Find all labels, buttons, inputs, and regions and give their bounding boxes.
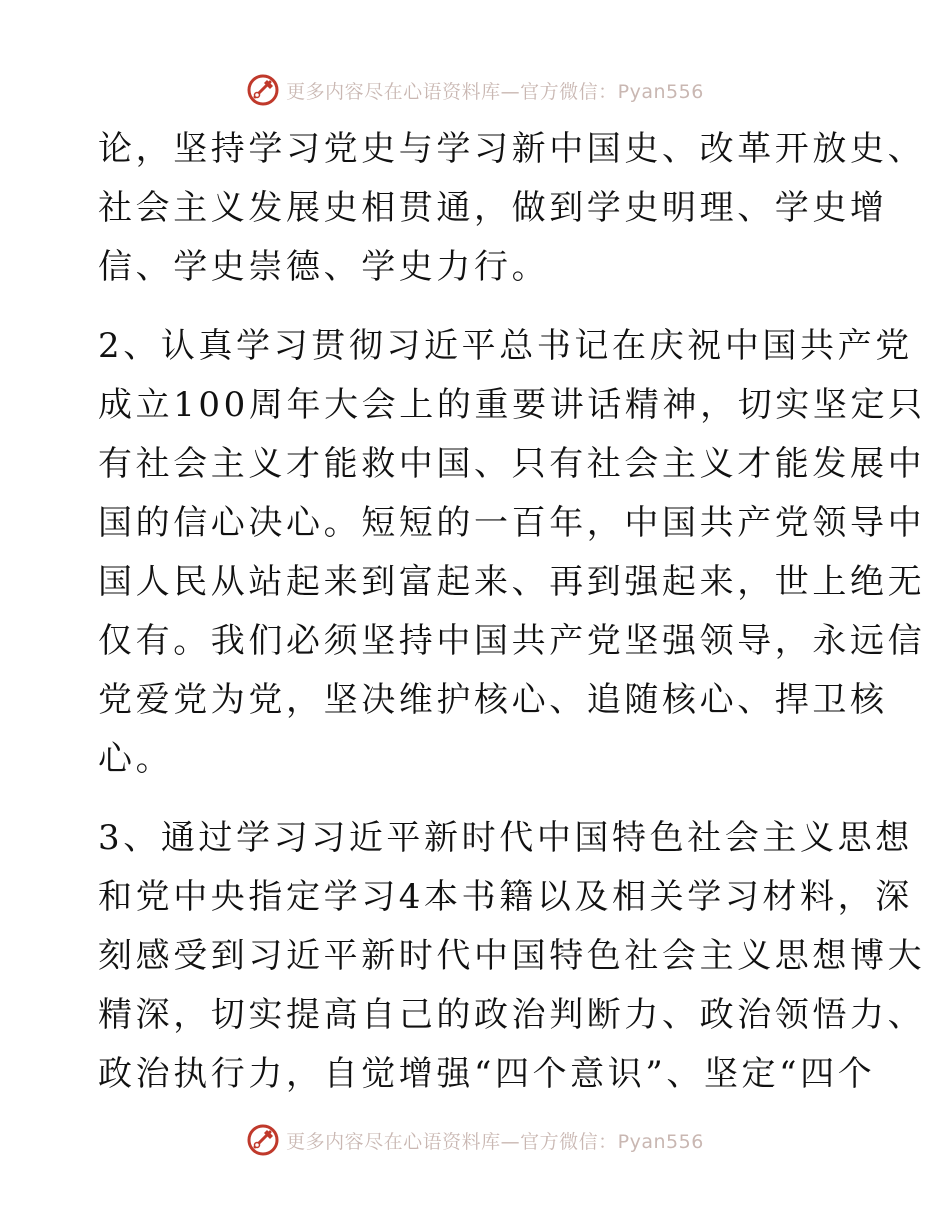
text-line: 有社会主义才能救中国、只有社会主义才能发展中	[98, 444, 926, 484]
paragraph-1	[98, 120, 926, 297]
header-watermark-text: 更多内容尽在心语资料库—官方微信：Pyan556	[286, 80, 704, 103]
text-line: 国人民从站起来到富起来、再到强起来，世上绝无	[98, 562, 926, 602]
text-line: 3、通过学习习近平新时代中国特色社会主义思想	[98, 818, 913, 858]
text-line: 社会主义发展史相贯通，做到学史明理、学史增	[98, 188, 888, 228]
text-line: 仅有。我们必须坚持中国共产党坚强领导，永远信	[98, 621, 926, 661]
text-line: 成立100周年大会上的重要讲话精神，切实坚定只	[98, 385, 926, 425]
paragraph-3	[98, 809, 926, 1104]
document-body	[98, 120, 926, 1104]
text-line: 和党中央指定学习4本书籍以及相关学习材料，深	[98, 877, 913, 917]
text-line: 政治执行力，自觉增强“四个意识”、坚定“四个	[98, 1054, 876, 1094]
text-line: 论，坚持学习党史与学习新中国史、改革开放史、	[98, 129, 926, 169]
footer-watermark-banner	[0, 1120, 950, 1160]
text-line: 心。	[98, 739, 174, 779]
footer-watermark-text: 更多内容尽在心语资料库—官方微信：Pyan556	[286, 1130, 704, 1153]
text-line: 精深，切实提高自己的政治判断力、政治领悟力、	[98, 995, 926, 1035]
header-watermark-banner	[0, 70, 950, 110]
text-line: 信、学史崇德、学史力行。	[98, 247, 550, 287]
logo-icon	[246, 73, 280, 107]
text-line: 国的信心决心。短短的一百年，中国共产党领导中	[98, 503, 926, 543]
logo-icon	[246, 1123, 280, 1157]
text-line: 党爱党为党，坚决维护核心、追随核心、捍卫核	[98, 680, 888, 720]
paragraph-2	[98, 317, 926, 789]
text-line: 刻感受到习近平新时代中国特色社会主义思想博大	[98, 936, 926, 976]
text-line: 2、认真学习贯彻习近平总书记在庆祝中国共产党	[98, 326, 913, 366]
